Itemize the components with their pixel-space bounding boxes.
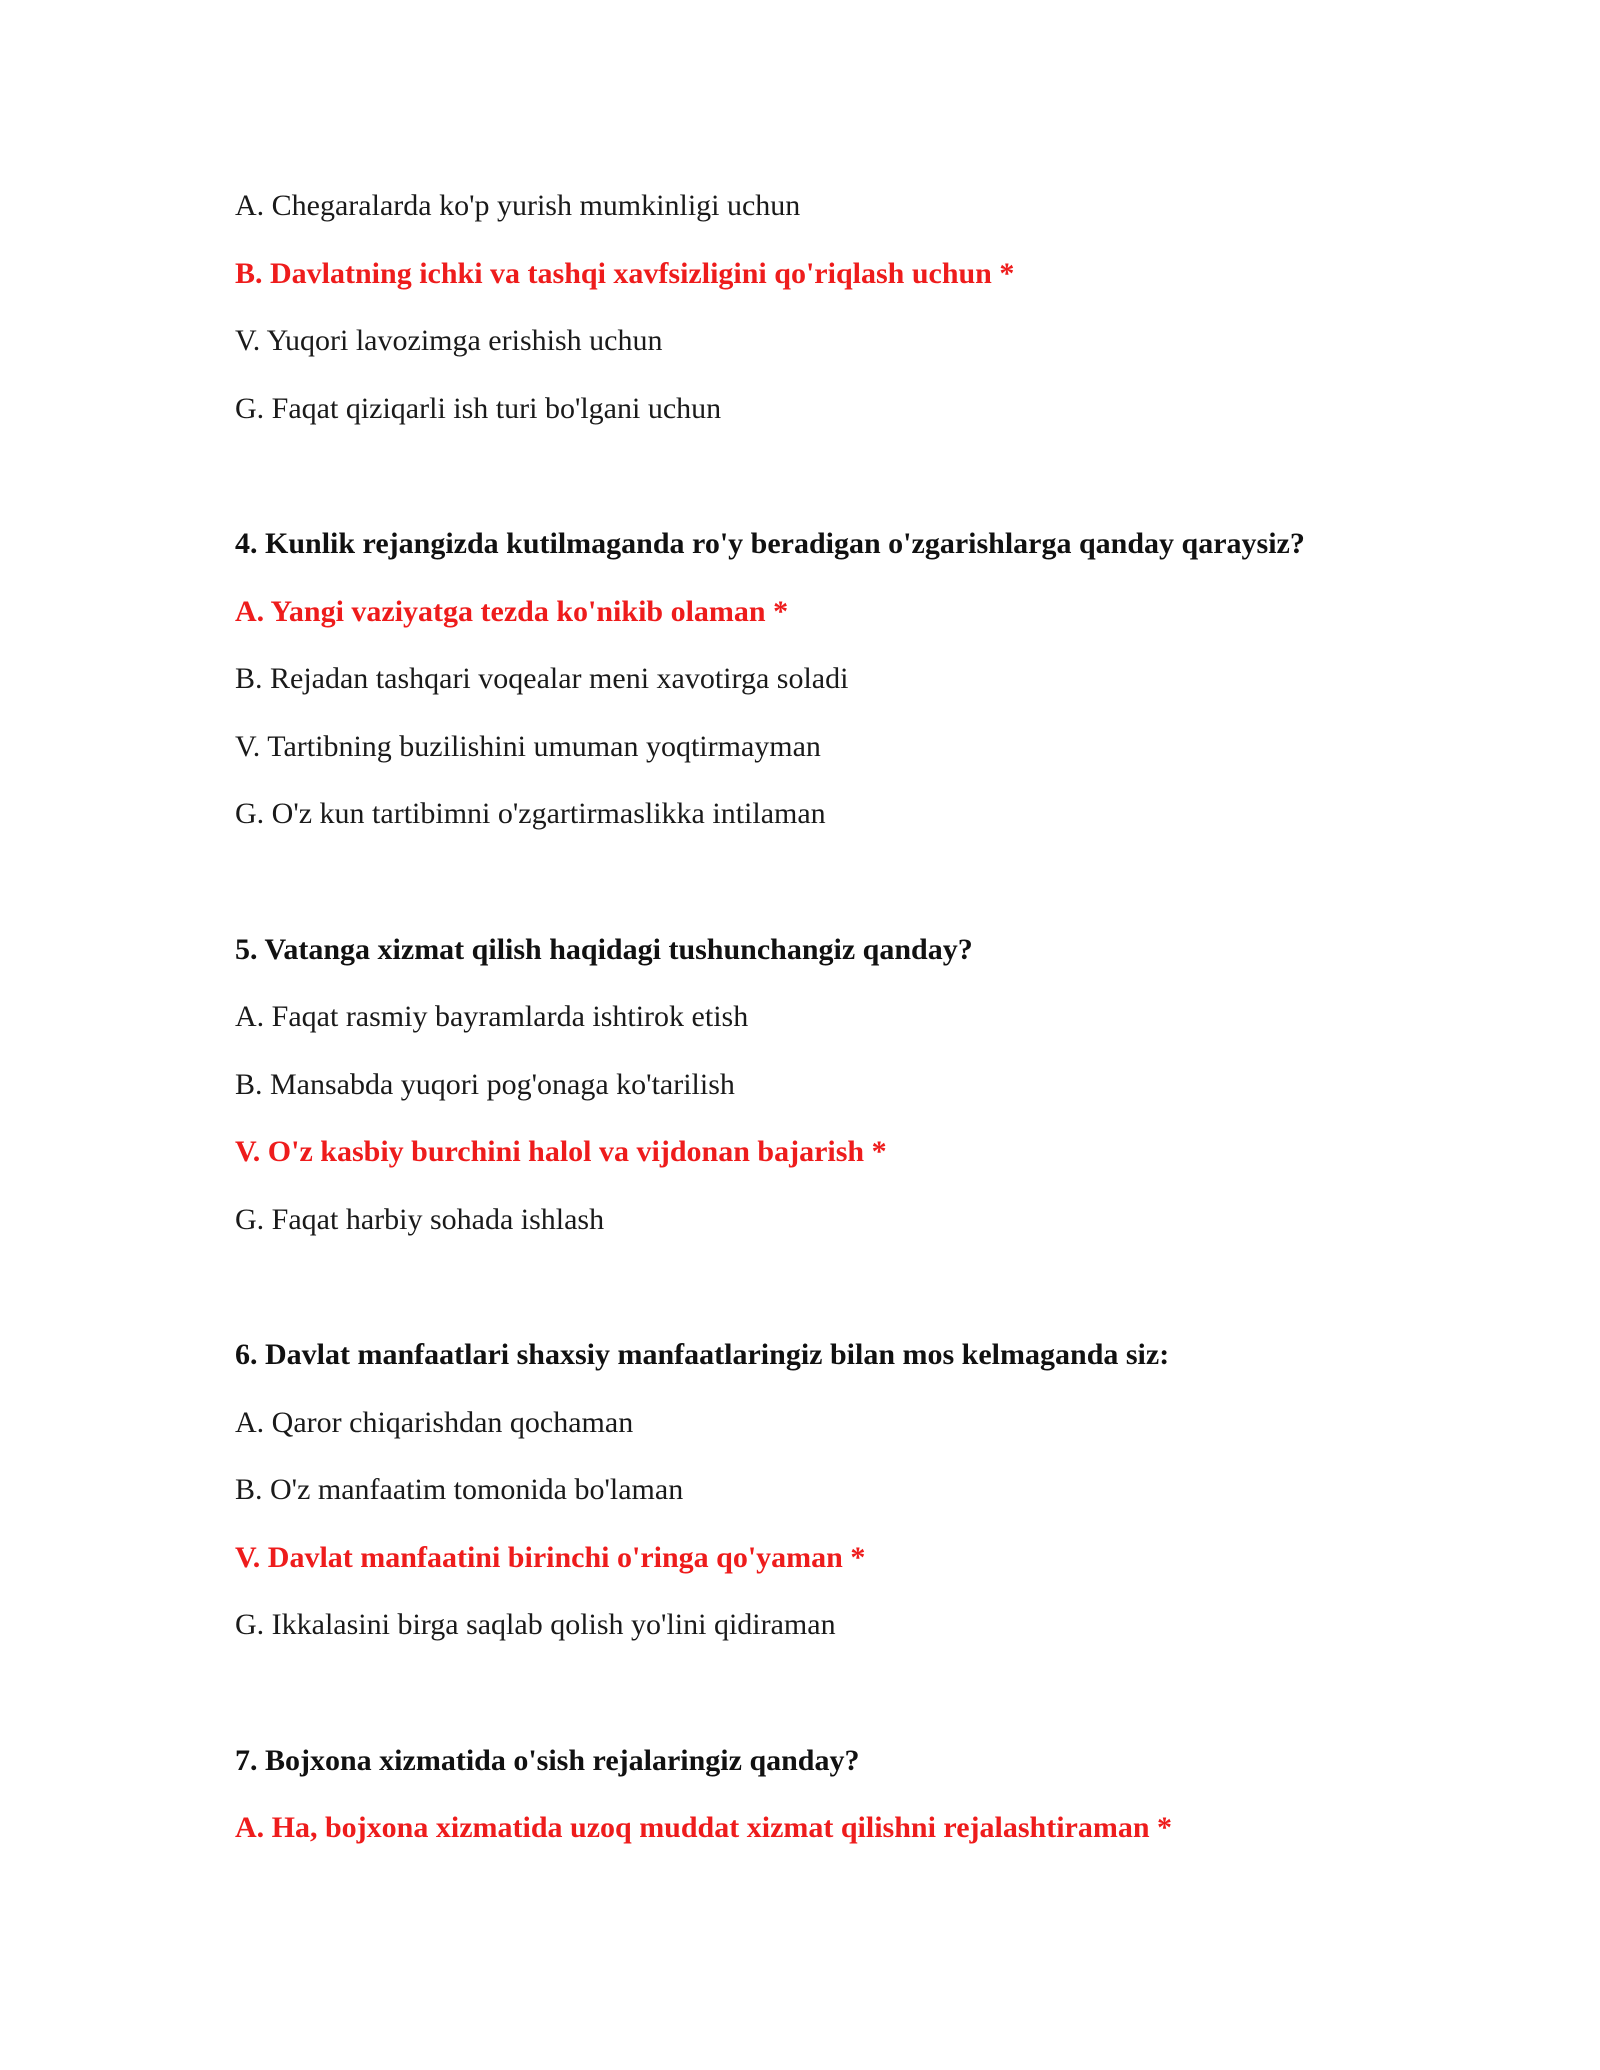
q6-option-v-correct: V. Davlat manfaatini birinchi o'ringa qo'yaman * — [235, 1540, 866, 1574]
q6-question: 6. Davlat manfaatlari shaxsiy manfaatlaringiz bilan mos kelmaganda siz: — [235, 1338, 1170, 1372]
q5-option-g: G. Faqat harbiy sohada ishlash — [235, 1202, 605, 1236]
spacer — [235, 860, 1435, 928]
q4-option-b: B. Rejadan tashqari voqealar meni xavotirga soladi — [235, 662, 849, 696]
q5-option-v-correct: V. O'z kasbiy burchini halol va vijdonan bajarish * — [235, 1135, 887, 1169]
q6-option-b: B. O'z manfaatim tomonida bo'laman — [235, 1473, 684, 1507]
q6-option-a: A. Qaror chiqarishdan qochaman — [235, 1405, 634, 1439]
q5-question: 5. Vatanga xizmat qilish haqidagi tushunchangiz qanday? — [235, 932, 973, 966]
q3-option-v: V. Yuqori lavozimga erishish uchun — [235, 324, 663, 358]
q6-option-g: G. Ikkalasini birga saqlab qolish yo'lini qidiraman — [235, 1608, 836, 1642]
q4-option-v: V. Tartibning buzilishini umuman yoqtirmayman — [235, 729, 821, 763]
spacer — [235, 1266, 1435, 1334]
q7-question: 7. Bojxona xizmatida o'sish rejalaringiz qanday? — [235, 1743, 860, 1777]
spacer — [235, 1671, 1435, 1739]
q3-option-b-correct: B. Davlatning ichki va tashqi xavfsizligini qo'riqlash uchun * — [235, 256, 1015, 290]
q4-question: 4. Kunlik rejangizda kutilmaganda ro'y beradigan o'zgarishlarga qanday qaraysiz? — [235, 526, 1305, 560]
q5-option-b: B. Mansabda yuqori pog'onaga ko'tarilish — [235, 1067, 735, 1101]
q4-option-a-correct: A. Yangi vaziyatga tezda ko'nikib olaman * — [235, 594, 789, 628]
q5-option-a: A. Faqat rasmiy bayramlarda ishtirok etish — [235, 1000, 749, 1034]
q3-option-g: G. Faqat qiziqarli ish turi bo'lgani uchun — [235, 391, 722, 425]
q4-option-g: G. O'z kun tartibimni o'zgartirmaslikka intilaman — [235, 797, 826, 831]
q3-option-a: A. Chegaralarda ko'p yurish mumkinligi uchun — [235, 189, 801, 222]
questionnaire-content — [235, 184, 1435, 1874]
spacer — [235, 454, 1435, 522]
q7-option-a-correct: A. Ha, bojxona xizmatida uzoq muddat xizmat qilishni rejalashtiraman * — [235, 1811, 1173, 1845]
